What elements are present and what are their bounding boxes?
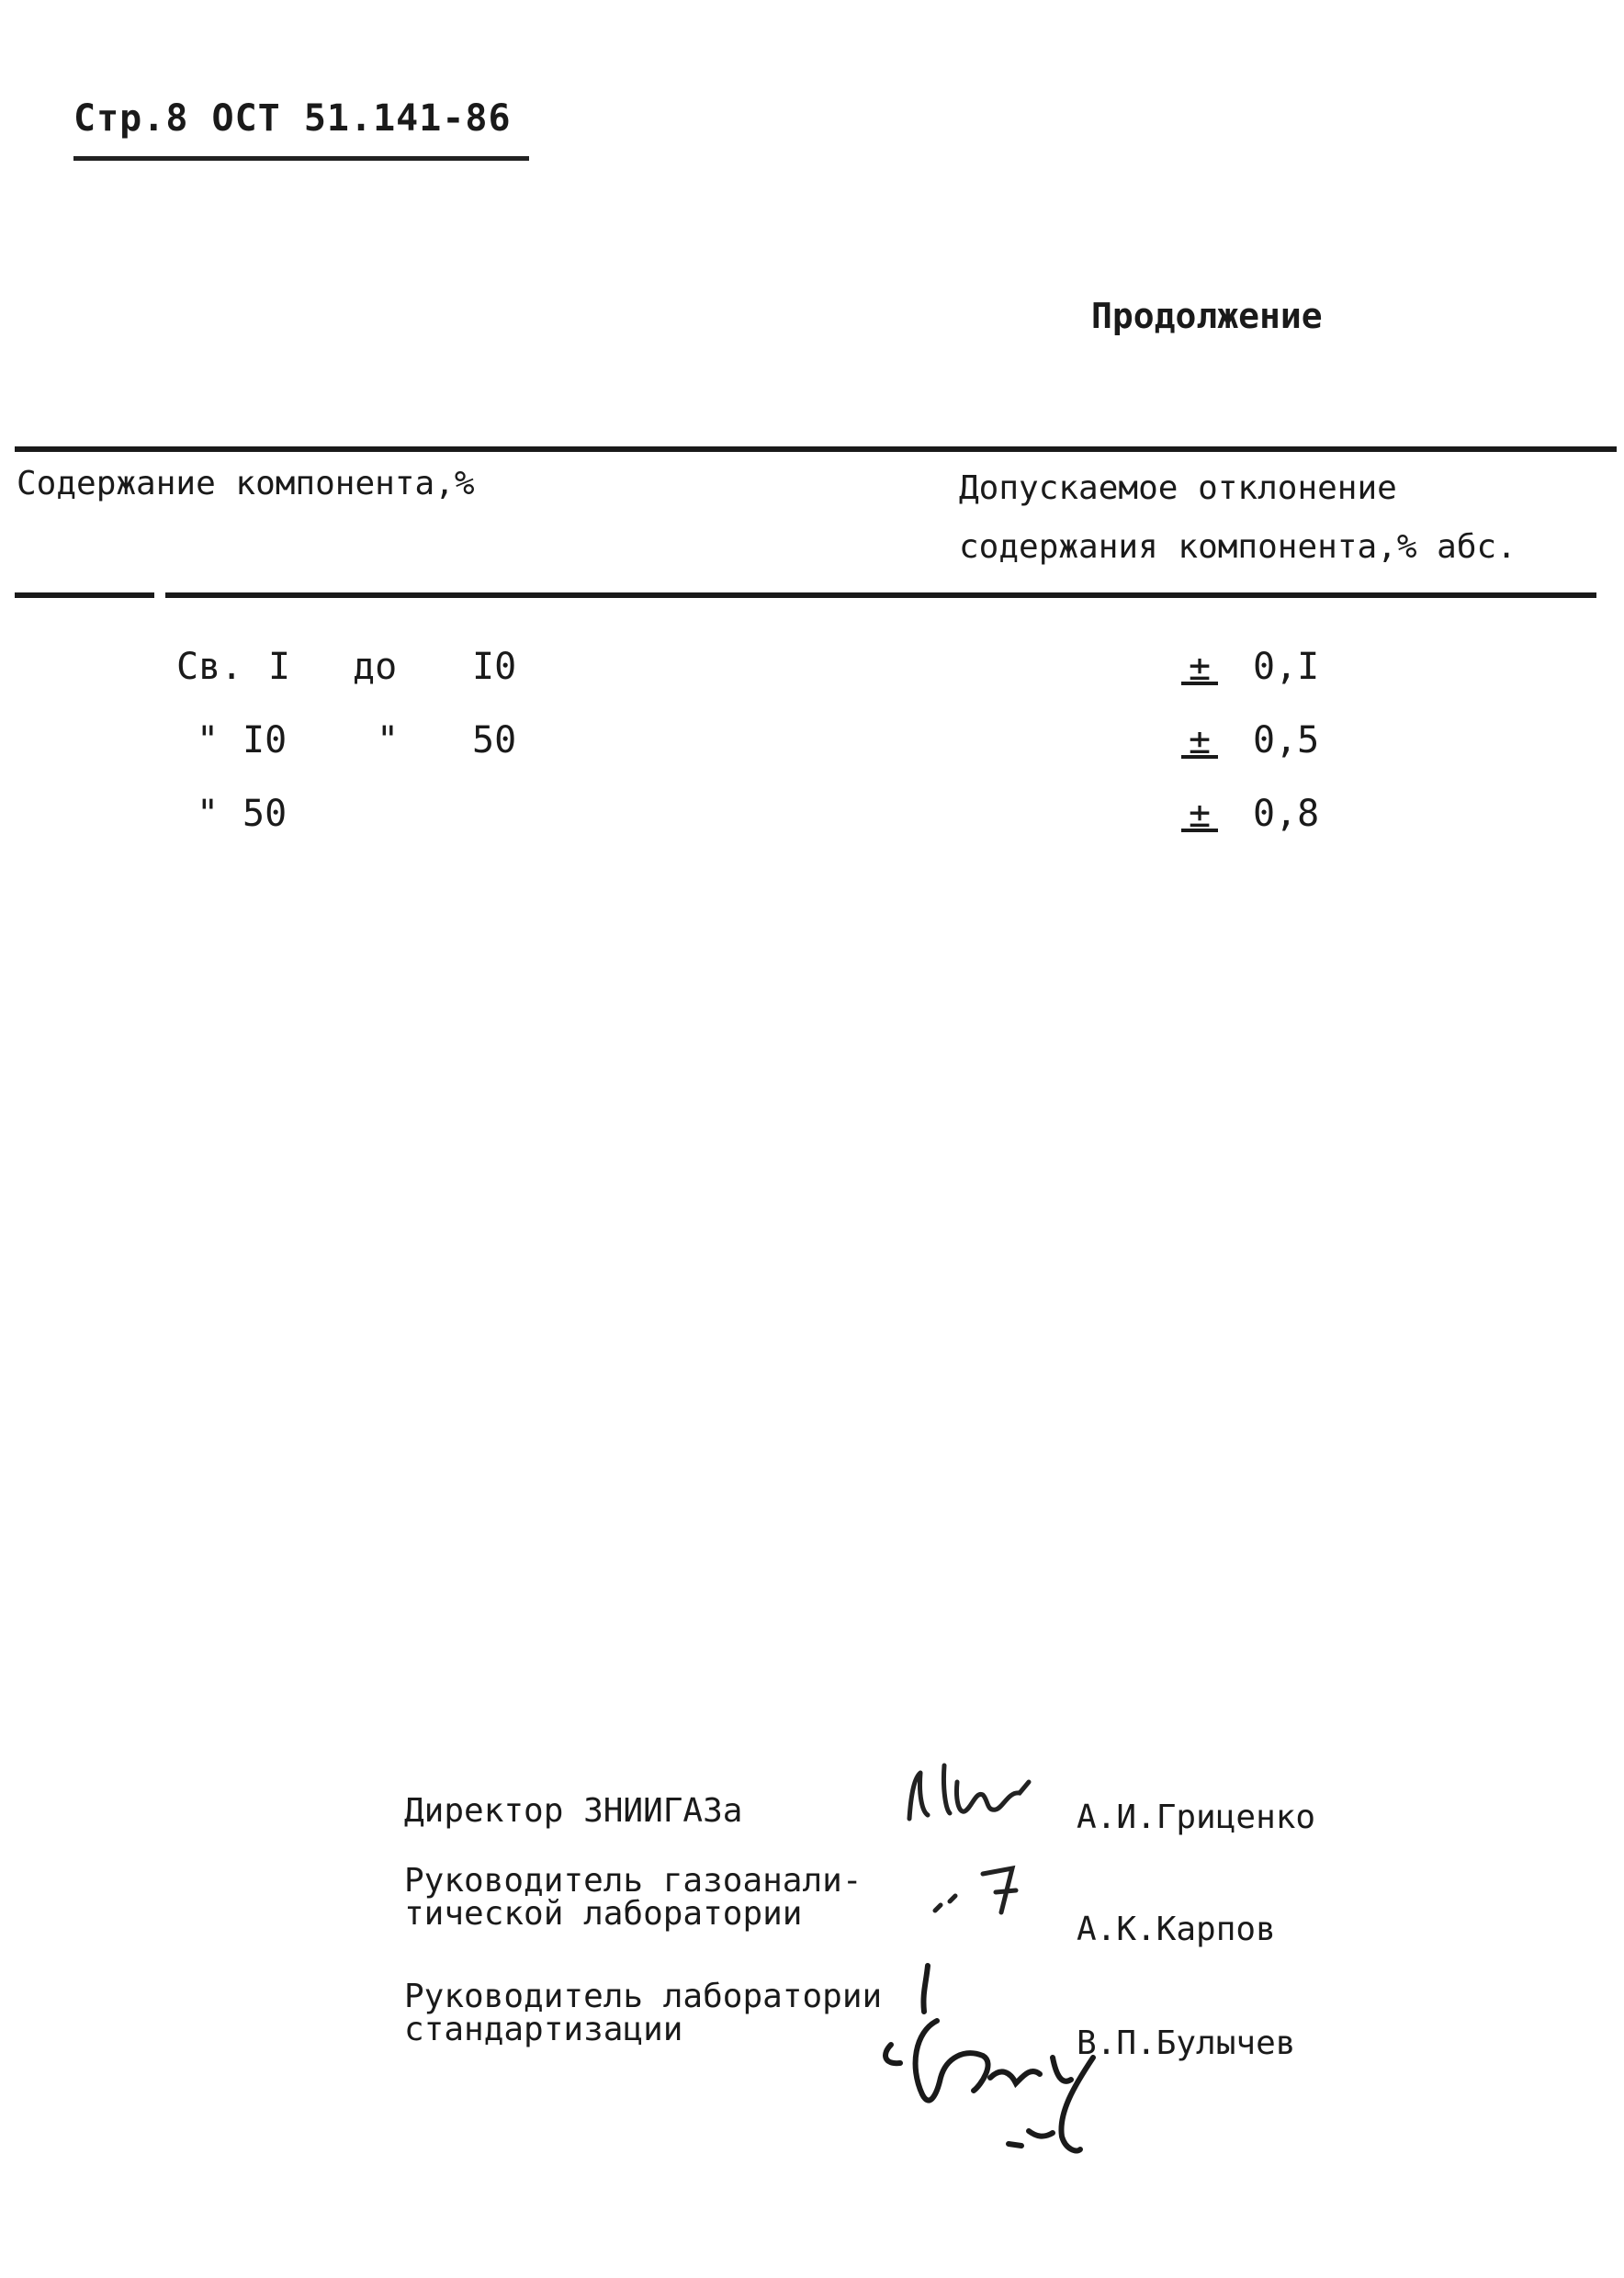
column-header-deviation-line2: содержания компонента,% абс. xyxy=(959,528,1517,566)
row-prefix: " xyxy=(197,793,220,835)
row-deviation: 0,5 xyxy=(1253,719,1320,761)
page-reference: Стр.8 ОСТ 51.141-86 xyxy=(73,97,512,140)
continuation-label: Продолжение xyxy=(1091,296,1323,336)
row-from: I0 xyxy=(242,719,288,761)
row-deviation: 0,I xyxy=(1253,646,1320,688)
plus-minus-sign: ± xyxy=(1181,801,1218,832)
row-to: 50 xyxy=(472,719,517,761)
signatory-name: А.И.Гриценко xyxy=(1077,1799,1316,1836)
signatory-name: А.К.Карпов xyxy=(1077,1911,1276,1948)
signatory-title-line1: Руководитель газоанали- xyxy=(404,1862,863,1900)
signatory-title xyxy=(404,1980,882,2047)
row-prefix: " xyxy=(197,719,220,761)
signatory-title-line2: тической лаборатории xyxy=(404,1895,803,1933)
column-header-deviation xyxy=(959,459,1517,577)
row-conj: до xyxy=(353,646,398,688)
signatory-title-line1: Руководитель лаборатории xyxy=(404,1978,883,2015)
table-header-rule-left xyxy=(15,592,154,598)
table-header-rule-right xyxy=(165,592,1596,598)
column-header-deviation-line1: Допускаемое отклонение xyxy=(959,469,1397,507)
handwritten-signature xyxy=(827,1957,1139,2159)
row-to: I0 xyxy=(472,646,517,688)
signatory-title xyxy=(404,1862,863,1933)
header-underline xyxy=(73,156,529,161)
row-from: I xyxy=(268,646,291,688)
handwritten-signature xyxy=(928,1855,1038,1929)
handwritten-signature xyxy=(900,1754,1066,1837)
signatory-title: Директор ЗНИИГАЗа xyxy=(404,1792,743,1830)
row-deviation: 0,8 xyxy=(1253,793,1320,835)
table-top-rule xyxy=(15,446,1617,452)
row-prefix: Св. xyxy=(176,646,243,688)
plus-minus-sign: ± xyxy=(1181,654,1218,685)
row-from: 50 xyxy=(242,793,288,835)
plus-minus-sign: ± xyxy=(1181,727,1218,759)
column-header-content: Содержание компонента,% xyxy=(17,465,475,502)
signatory-name: В.П.Булычев xyxy=(1077,2024,1296,2062)
signatory-title-line2: стандартизации xyxy=(404,2011,683,2048)
row-conj: " xyxy=(377,719,400,761)
